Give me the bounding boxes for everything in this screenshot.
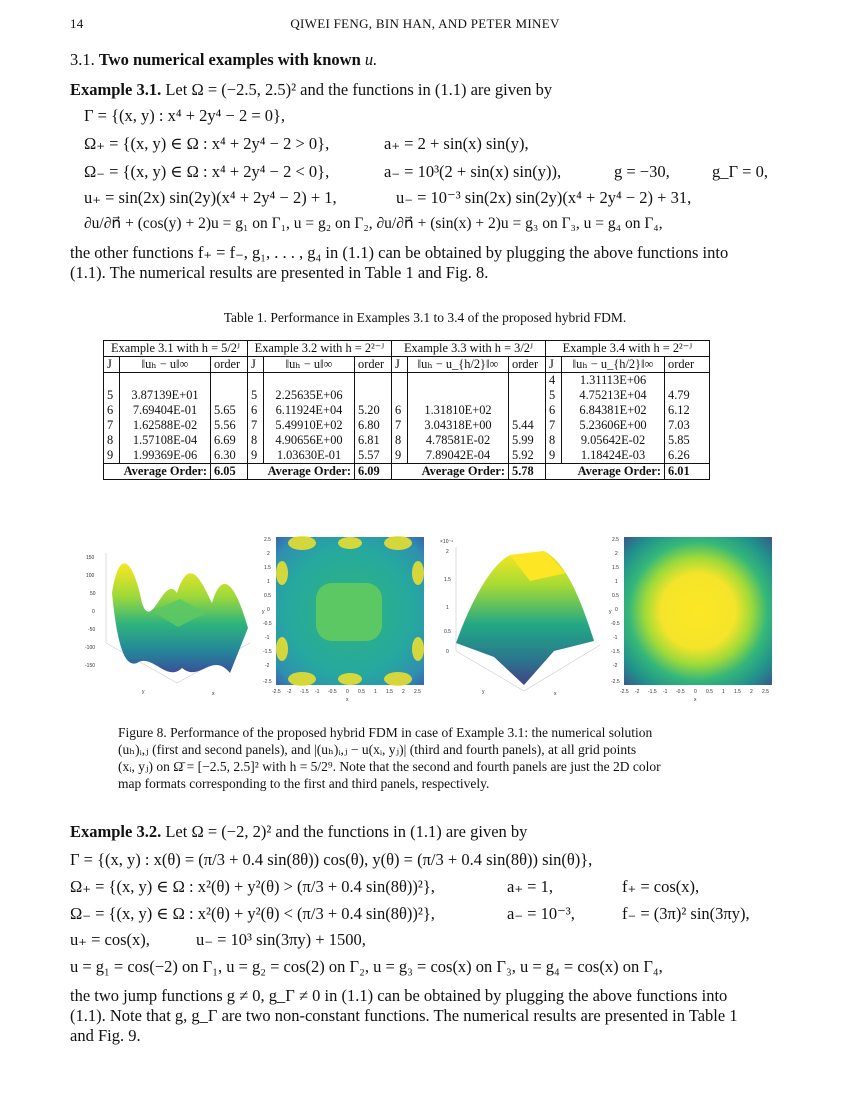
axis-x-label: x [694,697,697,703]
y-tick: -2.5 [263,679,272,685]
paragraph-3-2-line3: and Fig. 9. [70,1026,141,1045]
column-header: ‖uₕ − u_{h/2}‖∞ [562,357,665,373]
column-header: ‖uₕ − u‖∞ [264,357,355,373]
z-tick: 1.5 [444,577,451,583]
eq-u-plus-3-2: u₊ = cos(x), [70,930,150,949]
z-tick: 1 [446,605,449,611]
axis-x-label: x [346,697,349,703]
z-tick: 0 [446,649,449,655]
exponent-label: ×10⁻⁴ [440,539,454,545]
paragraph-3-1-line2: (1.1). The numerical results are presented in Table 1 and Fig. 8. [70,263,489,282]
page-number: 14 [70,16,84,31]
x-tick: -0.5 [676,689,685,695]
column-header: ‖uₕ − u‖∞ [120,357,211,373]
eq-f-minus-3-2: f₋ = (3π)² sin(3πy), [622,904,750,923]
y-tick: -1 [265,635,270,641]
x-tick: 1.5 [386,689,393,695]
y-tick: 0.5 [264,593,271,599]
column-header: J [104,357,120,373]
paragraph-3-2-line1: the two jump functions g ≠ 0, g_Γ ≠ 0 in (1.1) can be obtained by plugging the above functions into [70,986,728,1005]
z-tick: -100 [85,645,96,651]
x-tick: 1.5 [734,689,741,695]
average-order-3-1: 6.05 [211,464,248,480]
average-order-3-2: 6.09 [355,464,392,480]
x-tick: 1 [722,689,725,695]
x-tick: -2 [287,689,292,695]
eq-gamma-3-1: Γ = {(x, y) : x⁴ + 2y⁴ − 2 = 0}, [84,106,286,125]
figure-8-caption-line2: (uₕ)ᵢ,ⱼ (first and second panels), and |(uₕ)ᵢ,ⱼ − u(xᵢ, yⱼ)| (third and fourth panels), at all grid points [118,742,637,757]
table-1 [103,340,710,480]
column-header: order [509,357,546,373]
table-row: 6 7.69404E-01 5.65 6 6.11924E+04 5.20 6 1.31810E+02 6 6.84381E+02 6.12 [104,403,710,418]
x-tick: -2.5 [272,689,281,695]
y-tick: 1 [267,579,270,585]
column-header: order [355,357,392,373]
eq-a-minus-3-2: a₋ = 10⁻³, [507,904,575,923]
eq-boundary-3-1: ∂u/∂n⃗ + (cos(y) + 2)u = g₁ on Γ₁, u = g₂ on Γ₂, ∂u/∂n⃗ + (sin(x) + 2)u = g₃ on Γ₃, u = g₄ on Γ₄, [84,215,663,232]
eq-omega-minus-3-1: Ω₋ = {(x, y) ∈ Ω : x⁴ + 2y⁴ − 2 < 0}, [84,162,330,181]
y-tick: -1.5 [263,649,272,655]
figure-8-panel-4-error-colormap [608,533,778,703]
y-tick: 2 [267,551,270,557]
z-tick: 0 [92,609,95,615]
x-tick: -2 [635,689,640,695]
average-order-3-3: 5.78 [509,464,546,480]
figure-8-panel-2-colormap [262,533,430,703]
x-tick: -1 [663,689,668,695]
y-tick: -2 [613,663,618,669]
axis-x-label: x [554,691,557,697]
z-tick: 150 [86,555,95,561]
section-heading: 3.1. Two numerical examples with known u. [70,50,378,69]
axis-y-label: y [262,609,265,615]
paragraph-3-2-line2: (1.1). Note that g, g_Γ are two non-constant functions. The numerical results are presented in Table 1 [70,1006,738,1025]
eq-boundary-3-2: u = g₁ = cos(−2) on Γ₁, u = g₂ = cos(2) on Γ₂, u = g₃ = cos(x) on Γ₃, u = g₄ = cos(x) on Γ₄, [70,957,663,976]
y-tick: -0.5 [263,621,272,627]
figure-8-caption-line1: Figure 8. Performance of the proposed hybrid FDM in case of Example 3.1: the numerical solution [118,725,653,740]
y-tick: 1.5 [264,565,271,571]
x-tick: 0.5 [358,689,365,695]
x-tick: -1.5 [648,689,657,695]
y-tick: 0 [615,607,618,613]
y-tick: 0.5 [612,593,619,599]
x-tick: 0.5 [706,689,713,695]
table-1-caption: Table 1. Performance in Examples 3.1 to 3.4 of the proposed hybrid FDM. [223,310,627,325]
group-header: Example 3.3 with h = 3/2ᴶ [392,341,546,357]
z-tick: 100 [86,573,95,579]
column-header: J [248,357,264,373]
eq-omega-minus-3-2: Ω₋ = {(x, y) ∈ Ω : x²(θ) + y²(θ) < (π/3 + 0.4 sin(8θ))²}, [70,904,435,923]
eq-omega-plus-3-2: Ω₊ = {(x, y) ∈ Ω : x²(θ) + y²(θ) > (π/3 + 0.4 sin(8θ))²}, [70,877,435,896]
y-tick: 1.5 [612,565,619,571]
column-header: order [665,357,710,373]
eq-u-minus-3-1: u₋ = 10⁻³ sin(2x) sin(2y)(x⁴ + 2y⁴ − 2) + 31, [396,188,692,207]
y-tick: 1 [615,579,618,585]
eq-a-minus-3-1: a₋ = 10³(2 + sin(x) sin(y)), [384,162,562,181]
eq-u-plus-3-1: u₊ = sin(2x) sin(2y)(x⁴ + 2y⁴ − 2) + 1, [84,188,337,207]
z-tick: -150 [85,663,96,669]
eq-u-minus-3-2: u₋ = 10³ sin(3πy) + 1500, [196,930,366,949]
table-row: 8 1.57108E-04 6.69 8 4.90656E+00 6.81 8 4.78581E-02 5.99 8 9.05642E-02 5.85 [104,433,710,448]
column-header: ‖uₕ − u_{h/2}‖∞ [408,357,509,373]
y-tick: -2.5 [611,679,620,685]
table-row: 4 1.31113E+06 [104,373,710,389]
z-tick: 50 [90,591,96,597]
y-tick: 2 [615,551,618,557]
table-row: 9 1.99369E-06 6.30 9 1.03630E-01 5.57 9 7.89042E-04 5.92 9 1.18424E-03 6.26 [104,448,710,464]
eq-g-3-1: g = −30, [614,162,670,181]
example-3-2-intro: Example 3.2. Let Ω = (−2, 2)² and the functions in (1.1) are given by [70,822,528,841]
column-header: order [211,357,248,373]
figure-8-caption-line4: map formats corresponding to the first and third panels, respectively. [118,776,490,791]
z-tick: 2 [446,549,449,555]
x-tick: 2 [402,689,405,695]
column-header: J [392,357,408,373]
axis-y-label: y [482,689,485,695]
x-tick: 0 [694,689,697,695]
axis-x-label: x [212,691,215,697]
figure-8-panel-1-surface [82,533,254,703]
x-tick: -2.5 [620,689,629,695]
x-tick: 2 [750,689,753,695]
group-header: Example 3.1 with h = 5/2ᴶ [104,341,248,357]
z-tick: -50 [88,627,96,633]
z-tick: 0.5 [444,629,451,635]
x-tick: -1.5 [300,689,309,695]
eq-gamma-3-2: Γ = {(x, y) : x(θ) = (π/3 + 0.4 sin(8θ)) cos(θ), y(θ) = (π/3 + 0.4 sin(8θ)) sin(θ)}, [70,850,593,869]
paragraph-3-1-line1: the other functions f₊ = f₋, g₁, . . . , g₄ in (1.1) can be obtained by plugging the above functions into [70,243,729,262]
eq-omega-plus-3-1: Ω₊ = {(x, y) ∈ Ω : x⁴ + 2y⁴ − 2 > 0}, [84,134,330,153]
x-tick: 1 [374,689,377,695]
axis-y-label: y [142,689,145,695]
running-header: QIWEI FENG, BIN HAN, AND PETER MINEV [290,16,560,31]
average-order-3-4: 6.01 [665,464,710,480]
column-header: J [546,357,562,373]
y-tick: -1 [613,635,618,641]
x-tick: -0.5 [328,689,337,695]
axis-y-label: y [609,609,612,615]
y-tick: -1.5 [611,649,620,655]
eq-f-plus-3-2: f₊ = cos(x), [622,877,700,896]
y-tick: 0 [267,607,270,613]
eq-g-gamma-3-1: g_Γ = 0, [712,162,768,181]
eq-a-plus-3-2: a₊ = 1, [507,877,553,896]
figure-8-panel-3-error-surface [434,533,604,703]
table-row: 5 3.87139E+01 5 2.25635E+06 5 4.75213E+04 4.79 [104,388,710,403]
y-tick: -2 [265,663,270,669]
x-tick: 2.5 [414,689,421,695]
average-order-row: Average Order: 6.05 Average Order: 6.09 Average Order: 5.78 Average Order: 6.01 [104,464,710,480]
group-header: Example 3.2 with h = 2²⁻ᴶ [248,341,392,357]
x-tick: 0 [346,689,349,695]
y-tick: 2.5 [264,537,271,543]
x-tick: 2.5 [762,689,769,695]
y-tick: 2.5 [612,537,619,543]
x-tick: -1 [315,689,320,695]
table-row: 7 1.62588E-02 5.56 7 5.49910E+02 6.80 7 3.04318E+00 5.44 7 5.23606E+00 7.03 [104,418,710,433]
eq-a-plus-3-1: a₊ = 2 + sin(x) sin(y), [384,134,529,153]
group-header: Example 3.4 with h = 2²⁻ᴶ [546,341,710,357]
y-tick: -0.5 [611,621,620,627]
figure-8-caption-line3: (xᵢ, yⱼ) on Ω̄ = [−2.5, 2.5]² with h = 5/2⁹. Note that the second and fourth panels are just the 2D color [118,759,661,774]
example-3-1-intro: Example 3.1. Let Ω = (−2.5, 2.5)² and the functions in (1.1) are given by [70,80,553,99]
